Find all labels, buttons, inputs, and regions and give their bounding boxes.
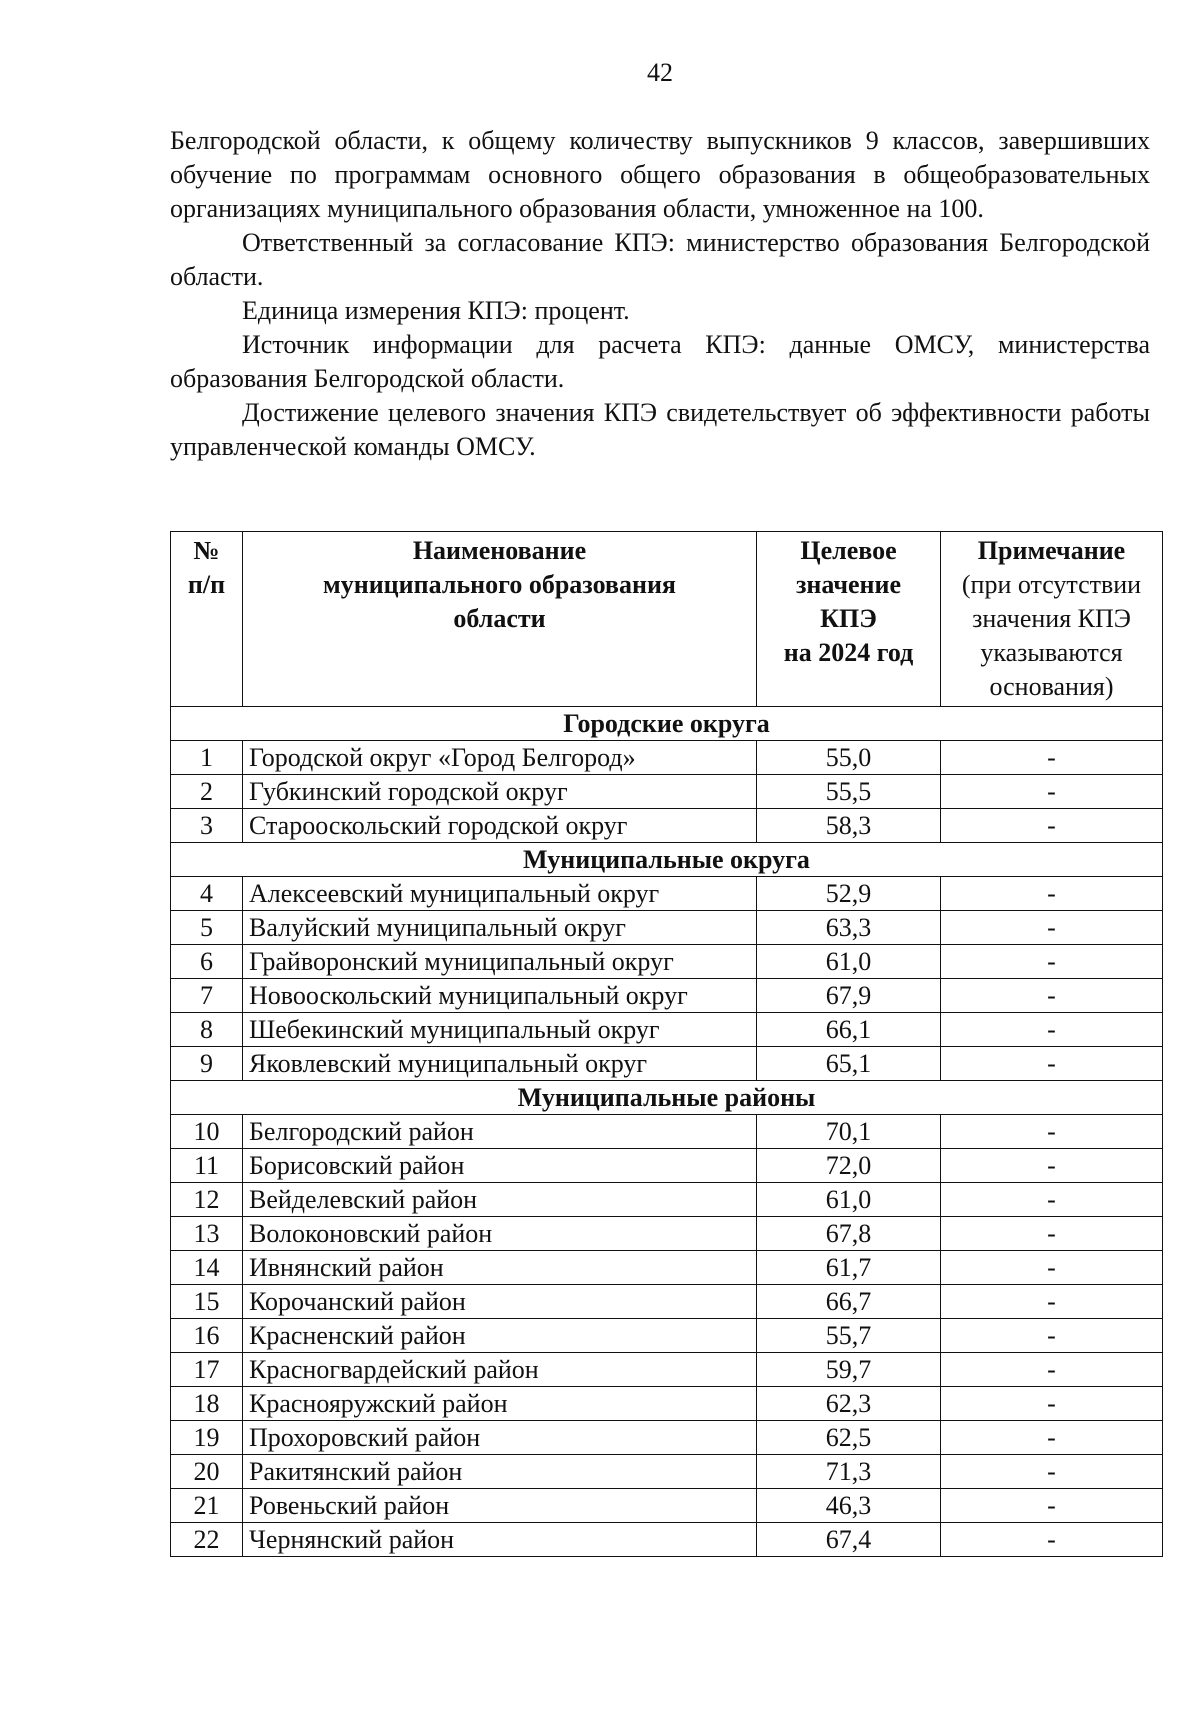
row-name: Краснояружский район <box>243 1387 757 1421</box>
row-note: - <box>941 1455 1163 1489</box>
table-row <box>171 877 1163 911</box>
row-note: - <box>941 1353 1163 1387</box>
section-municipal-regions <box>171 1081 1163 1115</box>
table-row <box>171 1489 1163 1523</box>
row-number: 20 <box>171 1455 243 1489</box>
row-note: - <box>941 809 1163 843</box>
header-value-line1: Целевое <box>800 536 897 565</box>
table-row <box>171 911 1163 945</box>
row-number: 6 <box>171 945 243 979</box>
row-target-value: 66,1 <box>757 1013 941 1047</box>
row-name: Ровеньский район <box>243 1489 757 1523</box>
row-name: Борисовский район <box>243 1149 757 1183</box>
row-target-value: 71,3 <box>757 1455 941 1489</box>
row-number: 8 <box>171 1013 243 1047</box>
row-name: Городской округ «Город Белгород» <box>243 741 757 775</box>
row-note: - <box>941 1013 1163 1047</box>
section-title: Муниципальные округа <box>171 843 1163 877</box>
row-number: 4 <box>171 877 243 911</box>
table-row <box>171 945 1163 979</box>
row-target-value: 67,4 <box>757 1523 941 1557</box>
row-target-value: 61,0 <box>757 1183 941 1217</box>
table-row <box>171 1353 1163 1387</box>
paragraph-responsible: Ответственный за согласование КПЭ: министерство образования Белгородской области. <box>170 228 1150 291</box>
paragraph-unit: Единица измерения КПЭ: процент. <box>242 296 630 325</box>
row-name: Красненский район <box>243 1319 757 1353</box>
row-name: Шебекинский муниципальный округ <box>243 1013 757 1047</box>
row-target-value: 66,7 <box>757 1285 941 1319</box>
header-note <box>941 532 1163 707</box>
row-name: Чернянский район <box>243 1523 757 1557</box>
row-name: Волоконовский район <box>243 1217 757 1251</box>
row-note: - <box>941 775 1163 809</box>
table-row <box>171 775 1163 809</box>
row-name: Белгородский район <box>243 1115 757 1149</box>
header-number-line1: № <box>193 536 220 565</box>
header-value <box>757 532 941 707</box>
table-row <box>171 741 1163 775</box>
row-number: 9 <box>171 1047 243 1081</box>
table-row <box>171 1421 1163 1455</box>
section-title: Городские округа <box>171 707 1163 741</box>
row-note: - <box>941 877 1163 911</box>
row-note: - <box>941 1523 1163 1557</box>
row-number: 7 <box>171 979 243 1013</box>
row-name: Новооскольский муниципальный округ <box>243 979 757 1013</box>
row-name: Вейделевский район <box>243 1183 757 1217</box>
table-row <box>171 1251 1163 1285</box>
row-target-value: 61,0 <box>757 945 941 979</box>
table-row <box>171 1115 1163 1149</box>
paragraph-source: Источник информации для расчета КПЭ: данные ОМСУ, министерства образования Белгородской области. <box>170 330 1150 393</box>
row-number: 10 <box>171 1115 243 1149</box>
table-header-row <box>171 532 1163 707</box>
row-number: 19 <box>171 1421 243 1455</box>
row-name: Корочанский район <box>243 1285 757 1319</box>
row-number: 11 <box>171 1149 243 1183</box>
row-target-value: 70,1 <box>757 1115 941 1149</box>
row-number: 15 <box>171 1285 243 1319</box>
row-name: Красногвардейский район <box>243 1353 757 1387</box>
row-target-value: 55,5 <box>757 775 941 809</box>
paragraph-continuation: Белгородской области, к общему количеству выпускников 9 классов, завершивших обучение по программам основного общего образования в общеобразовательных организациях муниципального образования области, умноженное на 100. <box>170 126 1150 223</box>
row-note: - <box>941 1251 1163 1285</box>
row-name: Ракитянский район <box>243 1455 757 1489</box>
row-name: Ивнянский район <box>243 1251 757 1285</box>
header-value-line4: на 2024 год <box>783 638 914 667</box>
header-value-line3: КПЭ <box>820 604 877 633</box>
section-title: Муниципальные районы <box>171 1081 1163 1115</box>
row-target-value: 52,9 <box>757 877 941 911</box>
row-name: Валуйский муниципальный округ <box>243 911 757 945</box>
header-number-line2: п/п <box>187 570 226 599</box>
row-number: 1 <box>171 741 243 775</box>
header-name-line1: Наименование <box>412 536 587 565</box>
row-name: Алексеевский муниципальный округ <box>243 877 757 911</box>
header-note-line3: указываются <box>980 638 1123 667</box>
row-number: 18 <box>171 1387 243 1421</box>
row-note: - <box>941 1285 1163 1319</box>
row-note: - <box>941 1047 1163 1081</box>
table-row <box>171 1149 1163 1183</box>
row-note: - <box>941 1149 1163 1183</box>
header-name-line3: области <box>453 604 546 633</box>
row-number: 14 <box>171 1251 243 1285</box>
row-number: 16 <box>171 1319 243 1353</box>
header-name <box>243 532 757 707</box>
row-number: 13 <box>171 1217 243 1251</box>
row-note: - <box>941 911 1163 945</box>
row-note: - <box>941 1387 1163 1421</box>
header-number <box>171 532 243 707</box>
row-name: Яковлевский муниципальный округ <box>243 1047 757 1081</box>
header-note-title: Примечание <box>977 536 1126 565</box>
row-note: - <box>941 1421 1163 1455</box>
paragraph-achievement: Достижение целевого значения КПЭ свидетельствует об эффективности работы управленческой команды ОМСУ. <box>170 398 1150 461</box>
row-note: - <box>941 1217 1163 1251</box>
row-number: 22 <box>171 1523 243 1557</box>
table-row <box>171 1285 1163 1319</box>
table-row <box>171 1183 1163 1217</box>
header-note-line1: (при отсутствии <box>961 570 1142 599</box>
row-note: - <box>941 741 1163 775</box>
row-number: 12 <box>171 1183 243 1217</box>
row-number: 3 <box>171 809 243 843</box>
table-row <box>171 1013 1163 1047</box>
row-note: - <box>941 979 1163 1013</box>
row-number: 2 <box>171 775 243 809</box>
table-row <box>171 809 1163 843</box>
row-target-value: 61,7 <box>757 1251 941 1285</box>
row-number: 5 <box>171 911 243 945</box>
row-note: - <box>941 1115 1163 1149</box>
body-text <box>170 124 1150 464</box>
table-row <box>171 1523 1163 1557</box>
row-target-value: 55,7 <box>757 1319 941 1353</box>
kpi-table <box>170 531 1163 1557</box>
row-target-value: 58,3 <box>757 809 941 843</box>
table-row <box>171 1319 1163 1353</box>
row-target-value: 63,3 <box>757 911 941 945</box>
row-target-value: 65,1 <box>757 1047 941 1081</box>
header-note-line4: основания) <box>989 672 1114 701</box>
row-number: 21 <box>171 1489 243 1523</box>
row-target-value: 46,3 <box>757 1489 941 1523</box>
table-row <box>171 1047 1163 1081</box>
table-row <box>171 979 1163 1013</box>
row-name: Губкинский городской округ <box>243 775 757 809</box>
row-name: Старооскольский городской округ <box>243 809 757 843</box>
row-note: - <box>941 1183 1163 1217</box>
page-number: 42 <box>647 58 673 87</box>
header-name-line2: муниципального образования <box>323 570 676 599</box>
row-name: Прохоровский район <box>243 1421 757 1455</box>
row-target-value: 59,7 <box>757 1353 941 1387</box>
row-target-value: 62,5 <box>757 1421 941 1455</box>
row-target-value: 67,9 <box>757 979 941 1013</box>
header-note-line2: значения КПЭ <box>972 604 1131 633</box>
row-target-value: 55,0 <box>757 741 941 775</box>
table-row <box>171 1387 1163 1421</box>
row-name: Грайворонский муниципальный округ <box>243 945 757 979</box>
row-note: - <box>941 1489 1163 1523</box>
table-row <box>171 1455 1163 1489</box>
header-value-line2: значение <box>795 570 902 599</box>
row-target-value: 62,3 <box>757 1387 941 1421</box>
row-note: - <box>941 945 1163 979</box>
row-target-value: 72,0 <box>757 1149 941 1183</box>
section-municipal-districts <box>171 843 1163 877</box>
row-number: 17 <box>171 1353 243 1387</box>
table-row <box>171 1217 1163 1251</box>
row-target-value: 67,8 <box>757 1217 941 1251</box>
row-note: - <box>941 1319 1163 1353</box>
section-urban-districts <box>171 707 1163 741</box>
